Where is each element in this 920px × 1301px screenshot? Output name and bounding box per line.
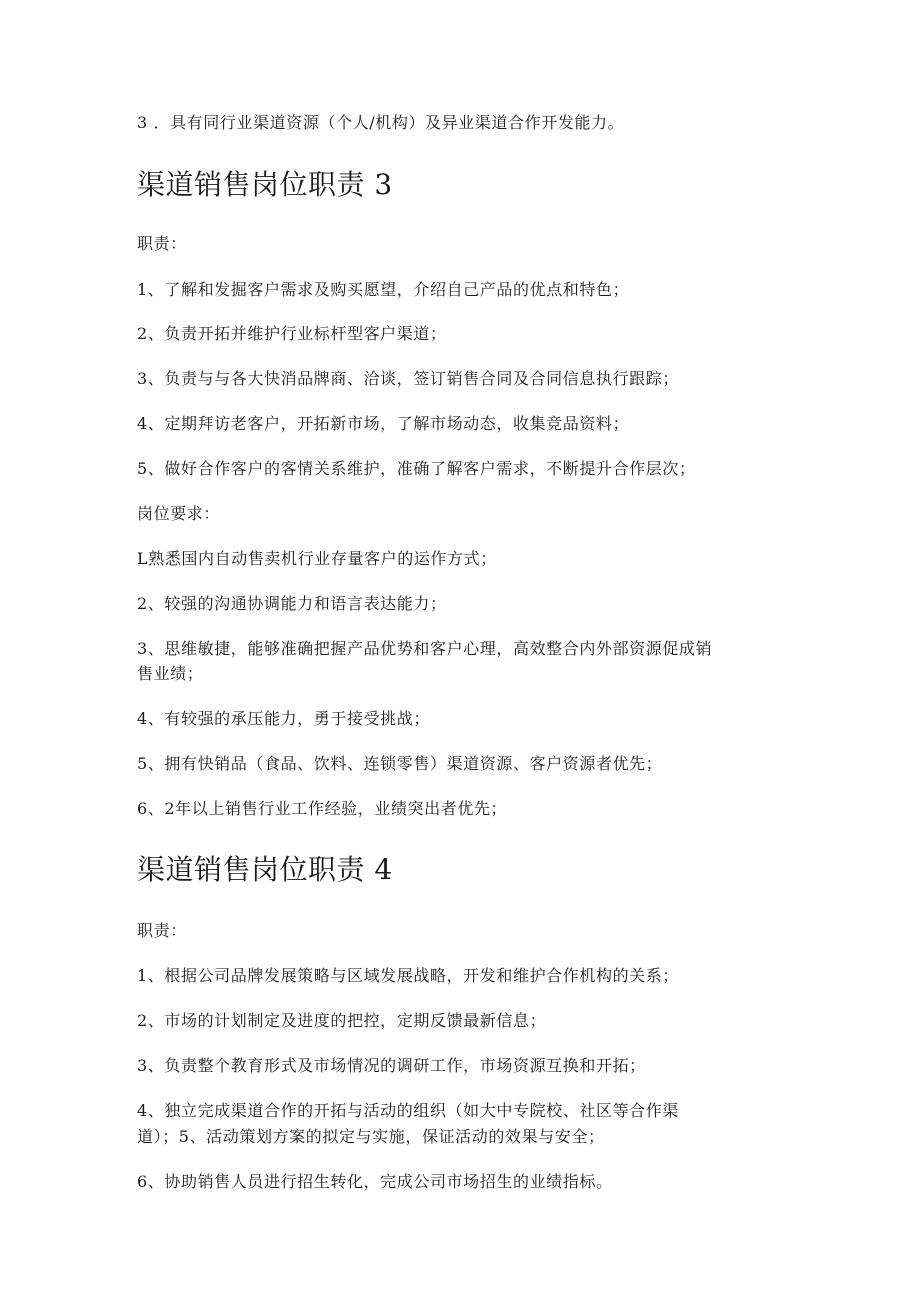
section4-duties-label: 职责： xyxy=(137,921,187,940)
intro-line: 3 ．具有同行业渠道资源（个人/机构）及异业渠道合作开发能力。 xyxy=(137,113,625,132)
section4-duty-1: 1、根据公司品牌发展策略与区域发展战略，开发和维护合作机构的关系； xyxy=(137,966,679,985)
section3-requirements-label: 岗位要求： xyxy=(137,504,221,523)
section3-duty-3: 3、负责与与各大快消品牌商、洽谈，签订销售合同及合同信息执行跟踪； xyxy=(137,369,679,388)
section3-requirement-6: 6、2年以上销售行业工作经验，业绩突出者优先； xyxy=(137,799,508,818)
section4-duty-2: 2、市场的计划制定及进度的把控，定期反馈最新信息； xyxy=(137,1011,547,1030)
section3-title: 渠道销售岗位职责 3 xyxy=(137,168,393,201)
section3-requirement-3: 3、思维敏捷，能够准确把握产品优势和客户心理，高效整合内外部资源促成销 xyxy=(137,639,713,658)
section3-duty-2: 2、负责开拓并维护行业标杆型客户渠道； xyxy=(137,324,447,343)
section3-requirement-4: 4、有较强的承压能力，勇于接受挑战； xyxy=(137,709,430,728)
section3-requirement-2: 2、较强的沟通协调能力和语言表达能力； xyxy=(137,594,447,613)
section3-requirement-5: 5、拥有快销品（食品、饮料、连锁零售）渠道资源、客户资源者优先； xyxy=(137,754,663,773)
section3-duty-1: 1、了解和发掘客户需求及购买愿望，介绍自己产品的优点和特色； xyxy=(137,280,630,299)
section4-title: 渠道销售岗位职责 4 xyxy=(137,853,393,886)
section3-duty-4: 4、定期拜访老客户，开拓新市场，了解市场动态，收集竞品资料； xyxy=(137,414,630,433)
section4-duty-4-cont: 道）；5、活动策划方案的拟定与实施，保证活动的效果与安全； xyxy=(137,1127,605,1146)
section3-requirement-3-cont: 售业绩； xyxy=(137,664,204,683)
section3-duty-5: 5、做好合作客户的客情关系维护，准确了解客户需求，不断提升合作层次； xyxy=(137,459,696,478)
section4-duty-3: 3、负责整个教育形式及市场情况的调研工作，市场资源互换和开拓； xyxy=(137,1056,646,1075)
section3-duties-label: 职责： xyxy=(137,234,187,253)
section4-duty-6: 6、协助销售人员进行招生转化，完成公司市场招生的业绩指标。 xyxy=(137,1172,613,1191)
section3-requirement-1: L熟悉国内自动售卖机行业存量客户的运作方式； xyxy=(137,549,497,568)
section4-duty-4: 4、独立完成渠道合作的开拓与活动的组织（如大中专院校、社区等合作渠 xyxy=(137,1101,679,1120)
